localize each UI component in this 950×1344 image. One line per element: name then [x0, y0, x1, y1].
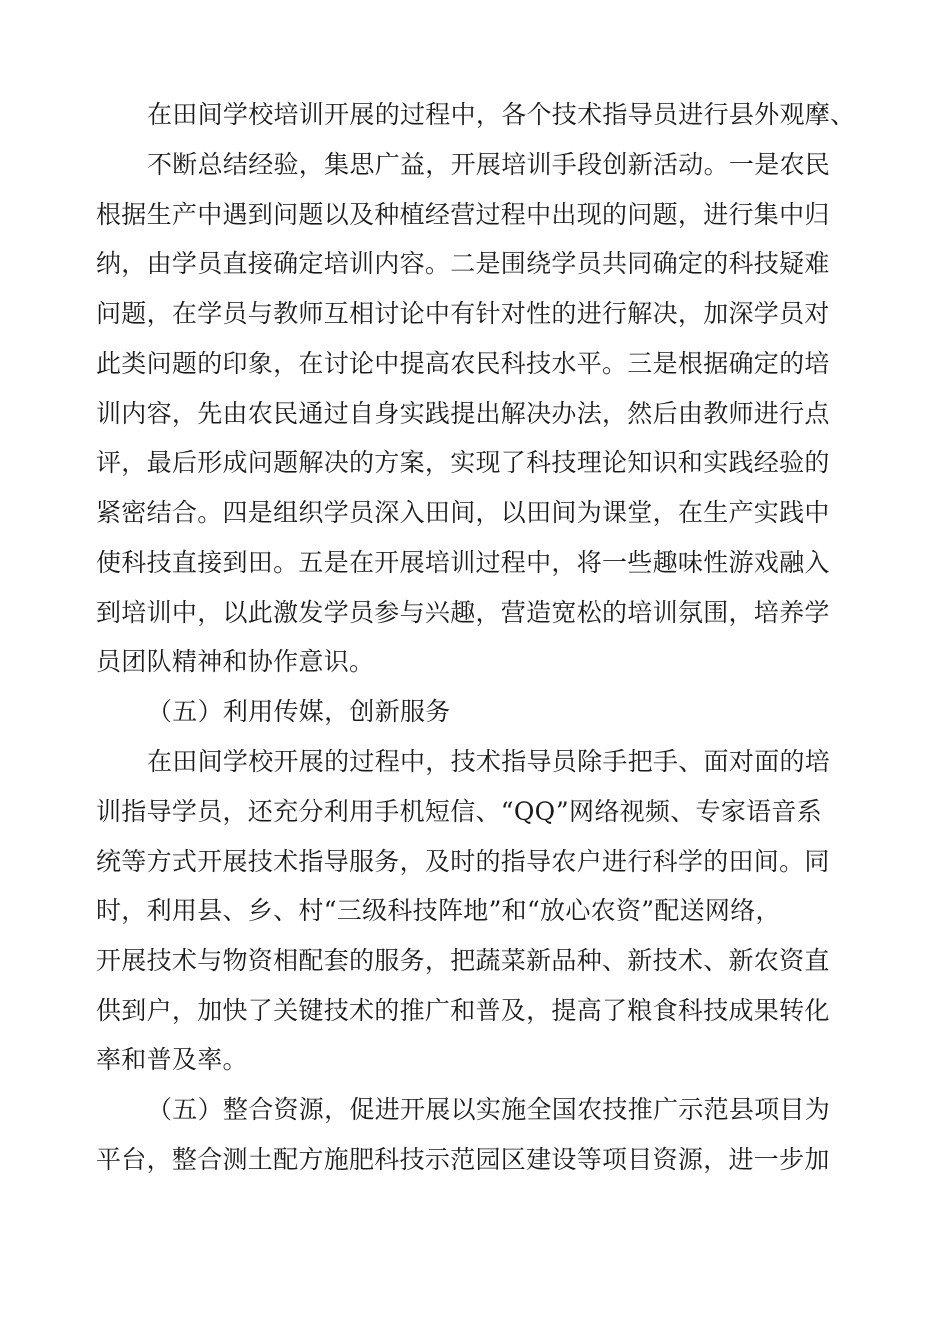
paragraph-line: 统等方式开展技术指导服务，及时的指导农户进行科学的田间。同 [96, 847, 830, 876]
section-heading: （五）利用传媒，创新服务 [147, 697, 451, 726]
paragraph-line: 使科技直接到田。五是在开展培训过程中，将一些趣味性游戏融入 [96, 548, 830, 577]
paragraph-line: 不断总结经验，集思广益，开展培训手段创新活动。一是农民 [147, 150, 831, 179]
paragraph-line: 供到户，加快了关键技术的推广和普及，提高了粮食科技成果转化 [96, 996, 830, 1025]
paragraph-line: 员团队精神和协作意识。 [96, 647, 375, 676]
paragraph-line: 率和普及率。 [96, 1045, 248, 1074]
paragraph-line: 训指导学员，还充分利用手机短信、“QQ”网络视频、专家语音系 [96, 797, 823, 826]
paragraph-line: 评，最后形成问题解决的方案，实现了科技理论知识和实践经验的 [96, 448, 830, 477]
paragraph-line: 在田间学校开展的过程中，技术指导员除手把手、面对面的培 [147, 747, 831, 776]
paragraph-line: 纳，由学员直接确定培训内容。二是围绕学员共同确定的科技疑难 [96, 249, 830, 278]
paragraph-line: 训内容，先由农民通过自身实践提出解决办法，然后由教师进行点 [96, 399, 830, 428]
paragraph-line: 根据生产中遇到问题以及种植经营过程中出现的问题，进行集中归 [96, 200, 830, 229]
paragraph-line: 平台，整合测土配方施肥科技示范园区建设等项目资源，进一步加 [96, 1145, 830, 1174]
paragraph-line: 在田间学校培训开展的过程中，各个技术指导员进行县外观摩、 [147, 100, 856, 129]
paragraph-line: 紧密结合。四是组织学员深入田间，以田间为课堂，在生产实践中 [96, 498, 830, 527]
paragraph-line: 到培训中，以此激发学员参与兴趣，营造宽松的培训氛围，培养学 [96, 598, 830, 627]
paragraph-line: 开展技术与物资相配套的服务，把蔬菜新品种、新技术、新农资直 [96, 946, 830, 975]
paragraph-line: 问题，在学员与教师互相讨论中有针对性的进行解决，加深学员对 [96, 299, 830, 328]
paragraph-line: 此类问题的印象，在讨论中提高农民科技水平。三是根据确定的培 [96, 349, 830, 378]
section-heading: （五）整合资源，促进开展以实施全国农技推广示范县项目为 [147, 1095, 831, 1124]
paragraph-line: 时，利用县、乡、村“三级科技阵地”和“放心农资”配送网络， [96, 896, 781, 925]
